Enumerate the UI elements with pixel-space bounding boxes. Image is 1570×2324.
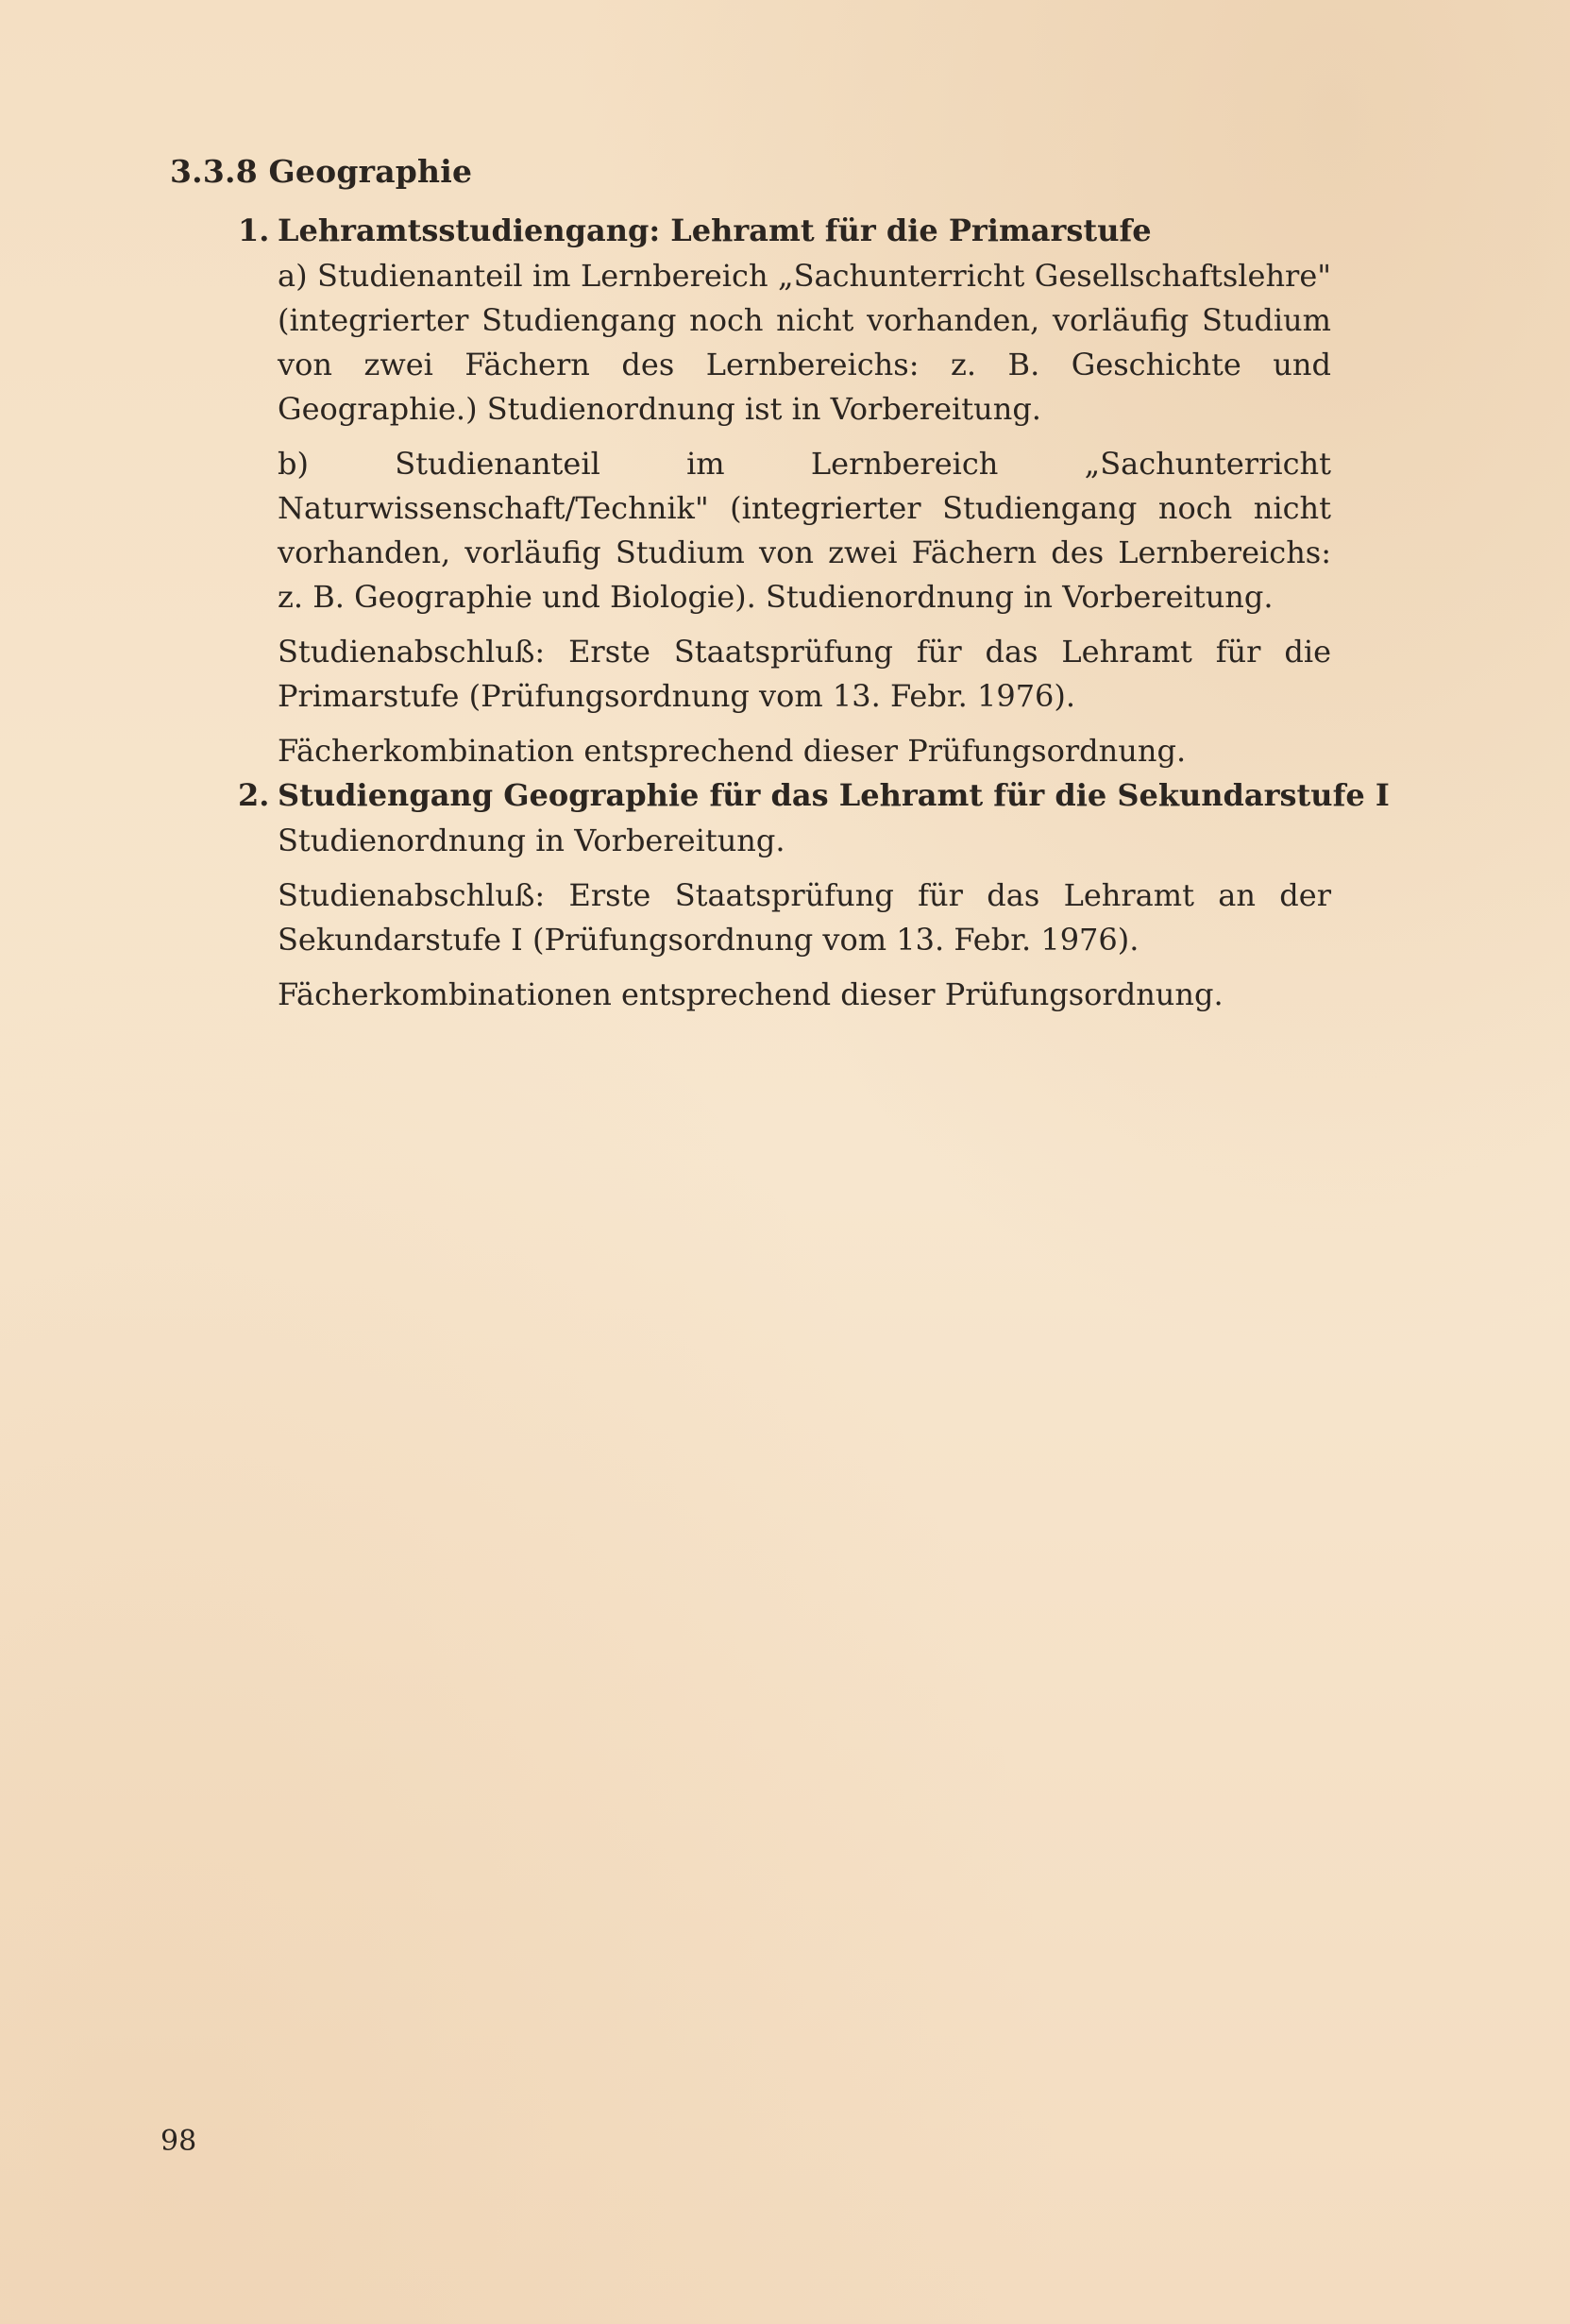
paragraph: Fächerkombinationen entsprechend dieser Prüfungsordnung.	[278, 976, 1224, 1012]
paragraph: a) Studienanteil im Lernbereich „Sachunterricht Gesellschaftslehre" (integrierter Studiengang noch nicht vorhanden, vorläufig Studium von zwei Fächern des Lernbereichs: z. B. Geschichte und Geographie.) Studienordnung ist in Vorbereitung.	[278, 258, 1331, 427]
paragraph: Fächerkombination entsprechend dieser Prüfungsordnung.	[278, 733, 1187, 769]
section-number: 1.	[238, 212, 270, 248]
section-sekundarstufe	[238, 772, 1390, 1027]
paragraph: b) Studienanteil im Lernbereich „Sachunterricht Naturwissenschaft/Technik" (integrierter Studiengang noch nicht vorhanden, vorläufig Studium von zwei Fächern des Lernbereichs: z. B. Geographie und Biologie). Studienordnung in Vorbereitung.	[278, 446, 1331, 615]
section-title	[238, 772, 1390, 819]
paragraph: Studienabschluß: Erste Staatsprüfung für das Lehramt für die Primarstufe (Prüfungsordnung vom 13. Febr. 1976).	[278, 634, 1331, 714]
section-primarstufe	[238, 207, 1371, 784]
section-heading: 3.3.8 Geographie	[170, 153, 473, 190]
section-title-text: Studiengang Geographie für das Lehramt für die Sekundarstufe I	[278, 777, 1390, 813]
paragraph: Studienordnung in Vorbereitung.	[278, 823, 785, 858]
section-title	[238, 207, 1371, 254]
section-number: 2.	[238, 777, 270, 813]
page-number: 98	[160, 2125, 197, 2158]
section-title-text: Lehramtsstudiengang: Lehramt für die Primarstufe	[278, 212, 1152, 248]
paragraph: Studienabschluß: Erste Staatsprüfung für das Lehramt an der Sekundarstufe I (Prüfungsordnung vom 13. Febr. 1976).	[278, 877, 1331, 958]
